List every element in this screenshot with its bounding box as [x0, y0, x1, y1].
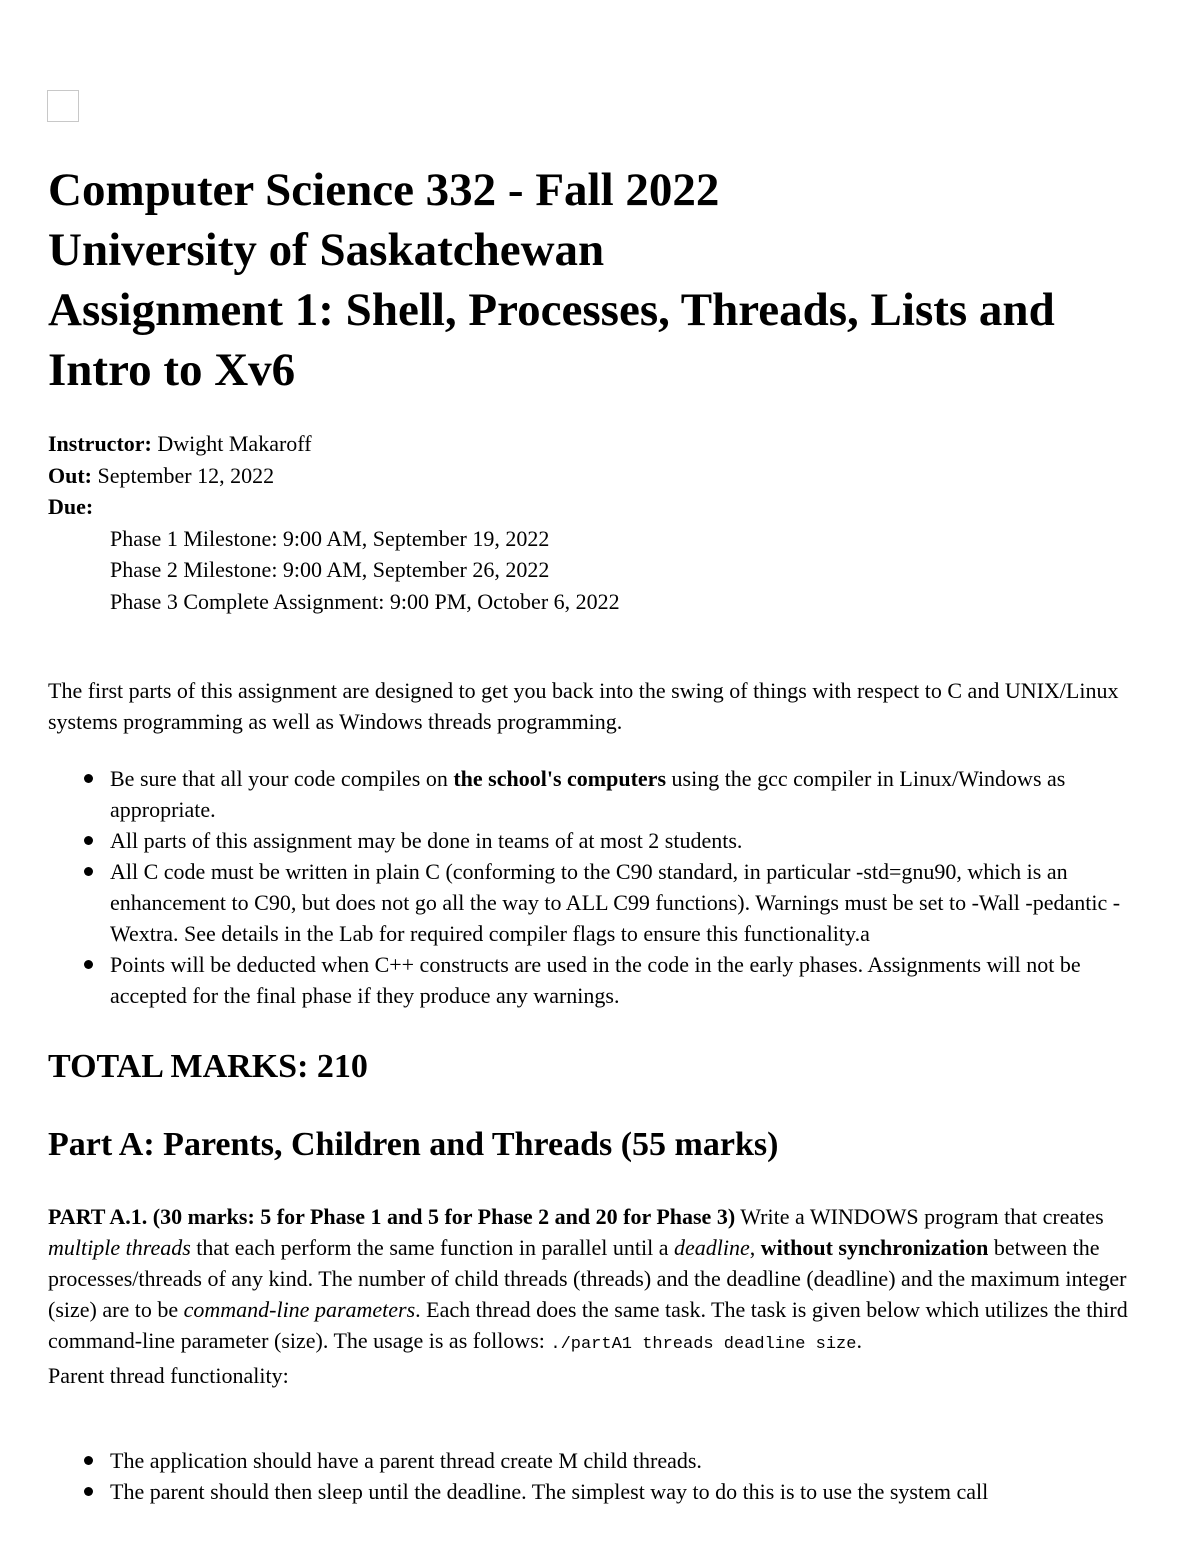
- paragraph-text: that each perform the same function in parallel until a: [190, 1235, 675, 1260]
- title-university: University of Saskatchewan: [48, 224, 605, 276]
- list-item: All C code must be written in plain C (conforming to the C90 standard, in particular -std=gnu90, which is an enhancement to C90, but does not go all the way to ALL C99 functions). Warnings must be set to -Wall -pedantic -Wextra. See details in the Lab for required compiler flags to ensure this functionality.a: [48, 856, 1158, 949]
- total-marks-heading: TOTAL MARKS: 210: [48, 1048, 368, 1085]
- emphasis-text: command-line parameters: [183, 1297, 416, 1322]
- title-course: Computer Science 332 - Fall 2022: [48, 164, 720, 216]
- list-item: All parts of this assignment may be done in teams of at most 2 students.: [48, 825, 1158, 856]
- paragraph-text: ,: [749, 1235, 761, 1260]
- due-phase-1: Phase 1 Milestone: 9:00 AM, September 19, 2022: [110, 525, 550, 551]
- paragraph-text: . Each thread does the same task. The task is given below which utilizes the third command-line parameter (size). The usage is as follows:: [48, 1297, 1128, 1353]
- emphasis-text: multiple threads: [48, 1235, 191, 1260]
- list-item: The parent should then sleep until the deadline. The simplest way to do this is to use the system call: [48, 1476, 1158, 1507]
- list-item: The application should have a parent thread create M child threads.: [48, 1445, 1158, 1476]
- assignment-meta: [48, 428, 620, 617]
- out-label: Out:: [48, 462, 92, 488]
- part-a1-label: PART A.1. (30 marks: 5 for Phase 1 and 5 for Phase 2 and 20 for Phase 3): [48, 1204, 736, 1229]
- paragraph-text: Write a WINDOWS program that creates: [735, 1204, 1104, 1229]
- bold-text: without synchronization: [760, 1235, 989, 1260]
- bullet-text: Be sure that all your code compiles on: [110, 766, 454, 791]
- due-phase-3: Phase 3 Complete Assignment: 9:00 PM, October 6, 2022: [110, 588, 620, 614]
- paragraph-text: between the processes/threads of any kind. The number of child threads (threads) and the deadline (deadline) and the maximum integer (size) are to be: [48, 1235, 1127, 1322]
- list-item: [48, 763, 1158, 825]
- instructor-value: Dwight Makaroff: [157, 431, 312, 456]
- emphasis-text: deadline: [674, 1235, 750, 1260]
- list-item: Points will be deducted when C++ constructs are used in the code in the early phases. Assignments will not be accepted for the final phase if they produce any warnings.: [48, 949, 1158, 1011]
- due-label: Due:: [48, 494, 94, 519]
- due-row: [48, 491, 620, 523]
- bullet-text: using the gcc compiler in Linux/Windows as appropriate.: [110, 766, 1066, 822]
- due-phase-2: Phase 2 Milestone: 9:00 AM, September 26, 2022: [110, 557, 550, 582]
- part-a-heading: Part A: Parents, Children and Threads (55 marks): [48, 1126, 779, 1163]
- instructor-label: Instructor:: [48, 431, 152, 456]
- page-title: [48, 160, 1158, 400]
- title-assignment: Assignment 1: Shell, Processes, Threads, Lists and Intro to Xv6: [48, 284, 1055, 396]
- bullet-bold-text: the school's computers: [453, 766, 667, 791]
- part-a1-paragraph: [48, 1201, 1158, 1391]
- out-row: [48, 460, 620, 492]
- out-value: September 12, 2022: [97, 462, 275, 488]
- intro-bullet-list: [48, 763, 1158, 1011]
- paragraph-text: .: [856, 1328, 862, 1353]
- parent-functionality-label: Parent thread functionality:: [48, 1363, 289, 1388]
- instructor-row: [48, 428, 620, 460]
- intro-paragraph: The first parts of this assignment are designed to get you back into the swing of things with respect to C and UNIX/Linux systems programming as well as Windows threads programming.: [48, 678, 1119, 734]
- usage-code: ./partA1 threads deadline size: [550, 1335, 857, 1354]
- broken-image-icon: [47, 90, 79, 122]
- parent-bullet-list: [48, 1445, 1158, 1507]
